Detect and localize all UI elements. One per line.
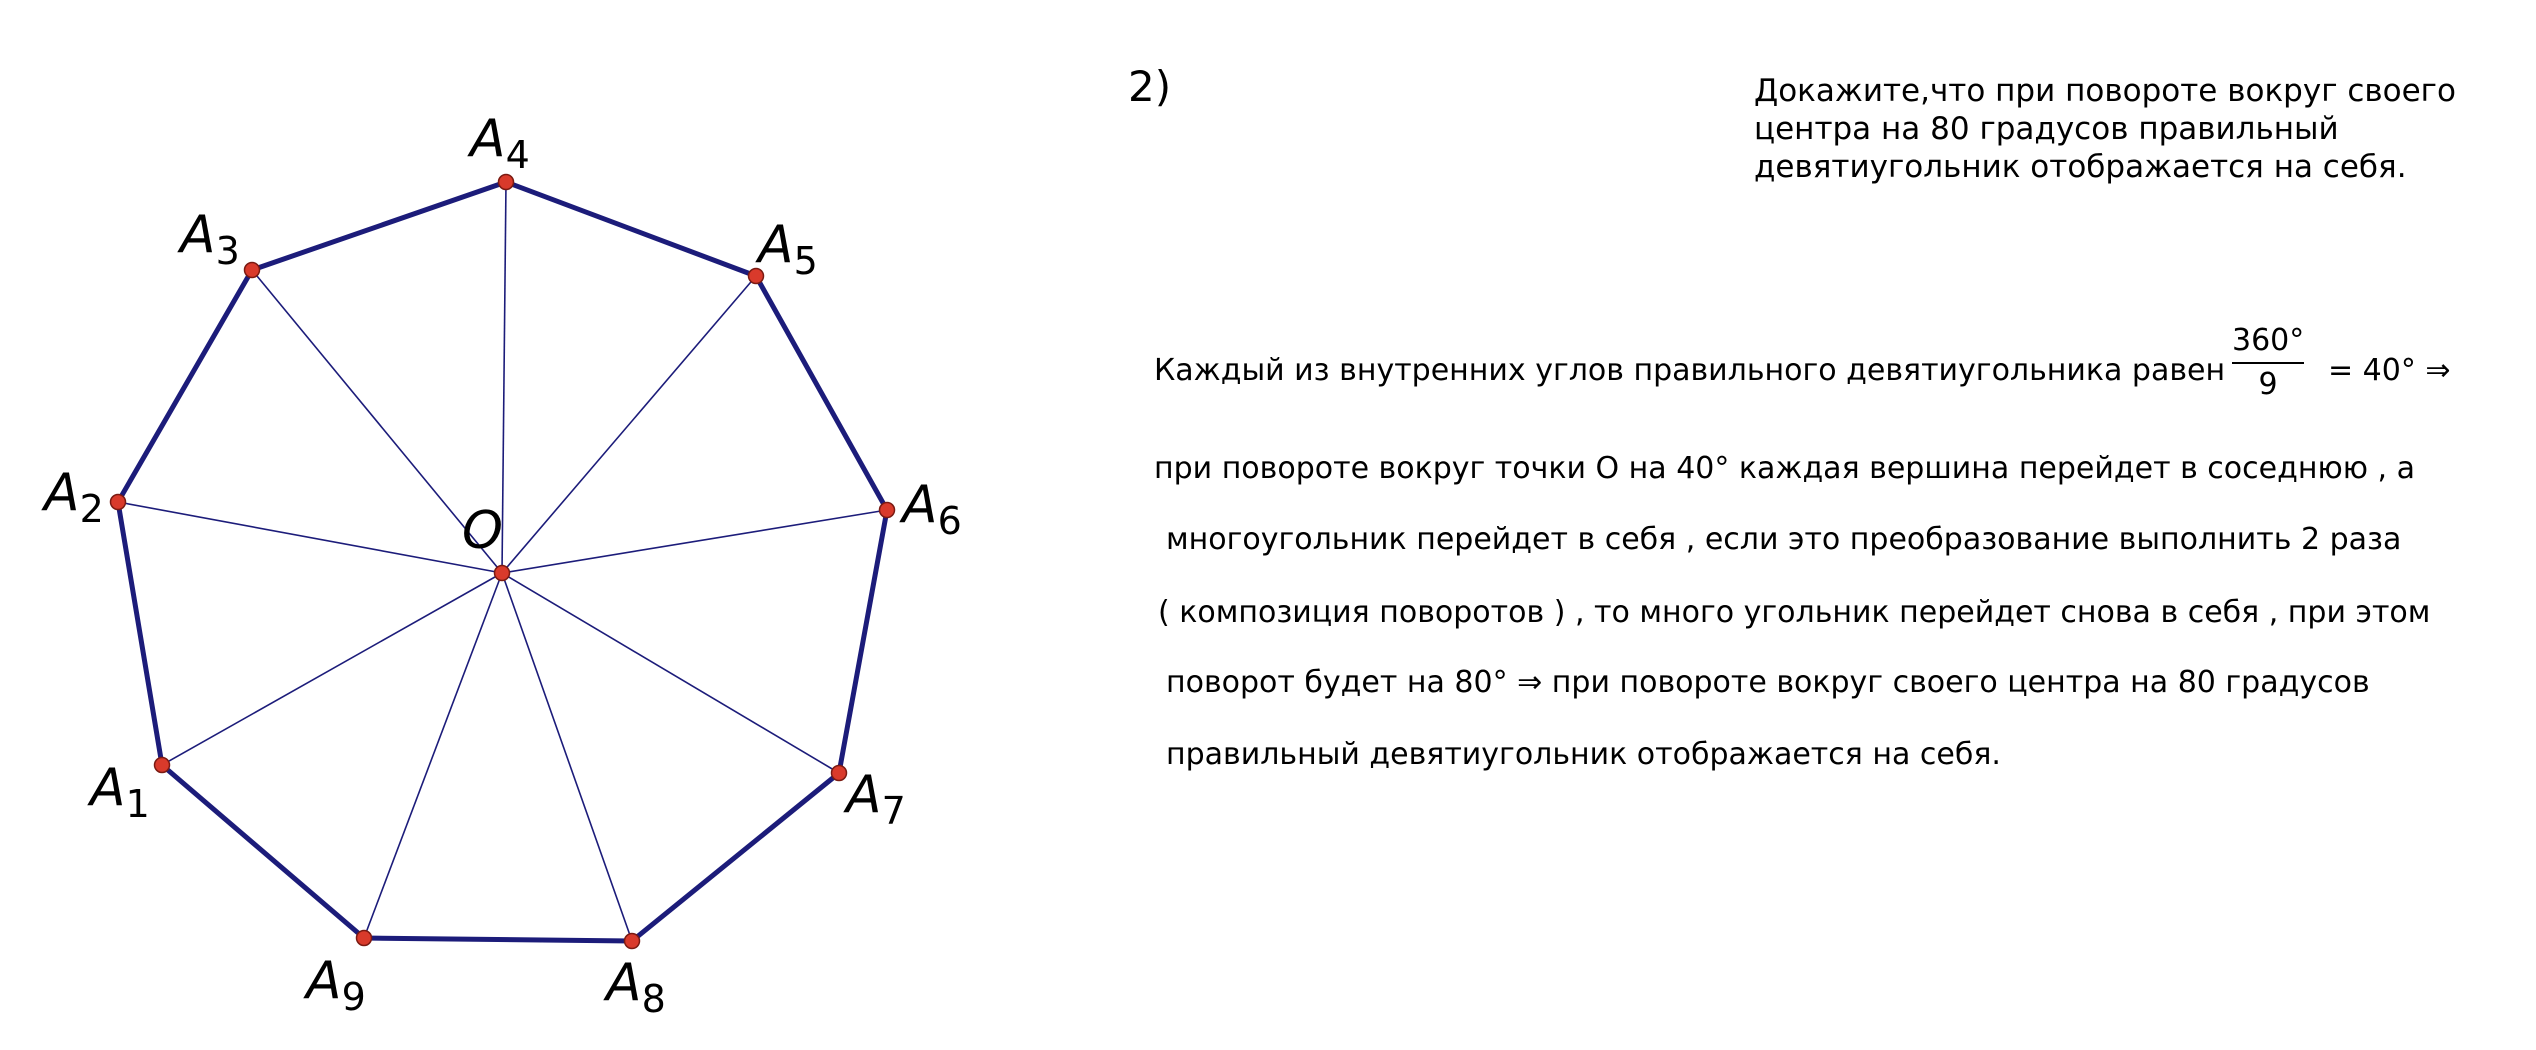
vertex-label: $A_1$	[90, 758, 150, 826]
polygon-edge	[506, 182, 756, 276]
polygon-edge	[839, 510, 887, 773]
angle-fraction	[2232, 323, 2305, 402]
polygon-edge	[756, 276, 887, 510]
solution-line-5: поворот будет на 80° ⇒ при повороте вокруг своего центра на 80 градусов	[1166, 665, 2370, 700]
vertex-label: $A_4$	[470, 109, 530, 177]
vertex-point	[625, 934, 640, 949]
vertex-label: $A_8$	[606, 953, 666, 1021]
vertex-point	[111, 495, 126, 510]
spoke-line	[502, 276, 756, 573]
solution-line-1-suffix: = 40° ⇒	[2328, 353, 2451, 388]
fraction-numerator: 360°	[2232, 326, 2304, 364]
vertex-point	[245, 263, 260, 278]
problem-statement	[1754, 72, 2514, 186]
solution-line-6: правильный девятиугольник отображается на себя.	[1166, 737, 2001, 772]
vertex-label: $A_3$	[180, 205, 240, 273]
problem-number: 2)	[1128, 62, 1172, 111]
vertex-label: $A_9$	[306, 951, 366, 1019]
problem-statement-line: Докажите,что при повороте вокруг своего	[1754, 73, 2456, 109]
nonagon-diagram	[0, 0, 1000, 1050]
spoke-line	[502, 573, 632, 941]
spoke-line	[162, 573, 502, 765]
solution-line-3: многоугольник перейдет в себя , если это преобразование выполнить 2 раза	[1166, 522, 2402, 557]
polygon-edge	[118, 270, 252, 502]
vertex-point	[357, 931, 372, 946]
polygon-edge	[632, 773, 839, 941]
problem-statement-line: девятиугольник отображается на себя.	[1754, 149, 2407, 185]
polygon-edge	[252, 182, 506, 270]
spoke-line	[502, 573, 839, 773]
vertex-point	[155, 758, 170, 773]
vertex-point	[495, 566, 510, 581]
spoke-line	[502, 510, 887, 573]
vertex-label: $A_5$	[758, 215, 818, 283]
vertex-label: $A_6$	[902, 475, 962, 543]
spoke-line	[364, 573, 502, 938]
vertex-label: $A_7$	[846, 765, 906, 833]
solution-line-1: Каждый из внутренних углов правильного девятиугольника равен	[1154, 353, 2226, 388]
spoke-line	[118, 502, 502, 573]
solution-line-2: при повороте вокруг точки О на 40° каждая вершина перейдет в соседнюю , а	[1154, 451, 2415, 486]
problem-statement-line: центра на 80 градусов правильный	[1754, 111, 2339, 147]
vertex-label: $A_2$	[44, 463, 104, 531]
polygon-edge	[118, 502, 162, 765]
center-label: O	[462, 501, 503, 561]
fraction-denominator: 9	[2258, 367, 2278, 402]
vertex-point	[880, 503, 895, 518]
polygon-edge	[162, 765, 364, 938]
vertex-point	[832, 766, 847, 781]
solution-line-4: ( композиция поворотов ) , то много угольник перейдет снова в себя , при этом	[1158, 595, 2431, 630]
polygon-edge	[364, 938, 632, 941]
